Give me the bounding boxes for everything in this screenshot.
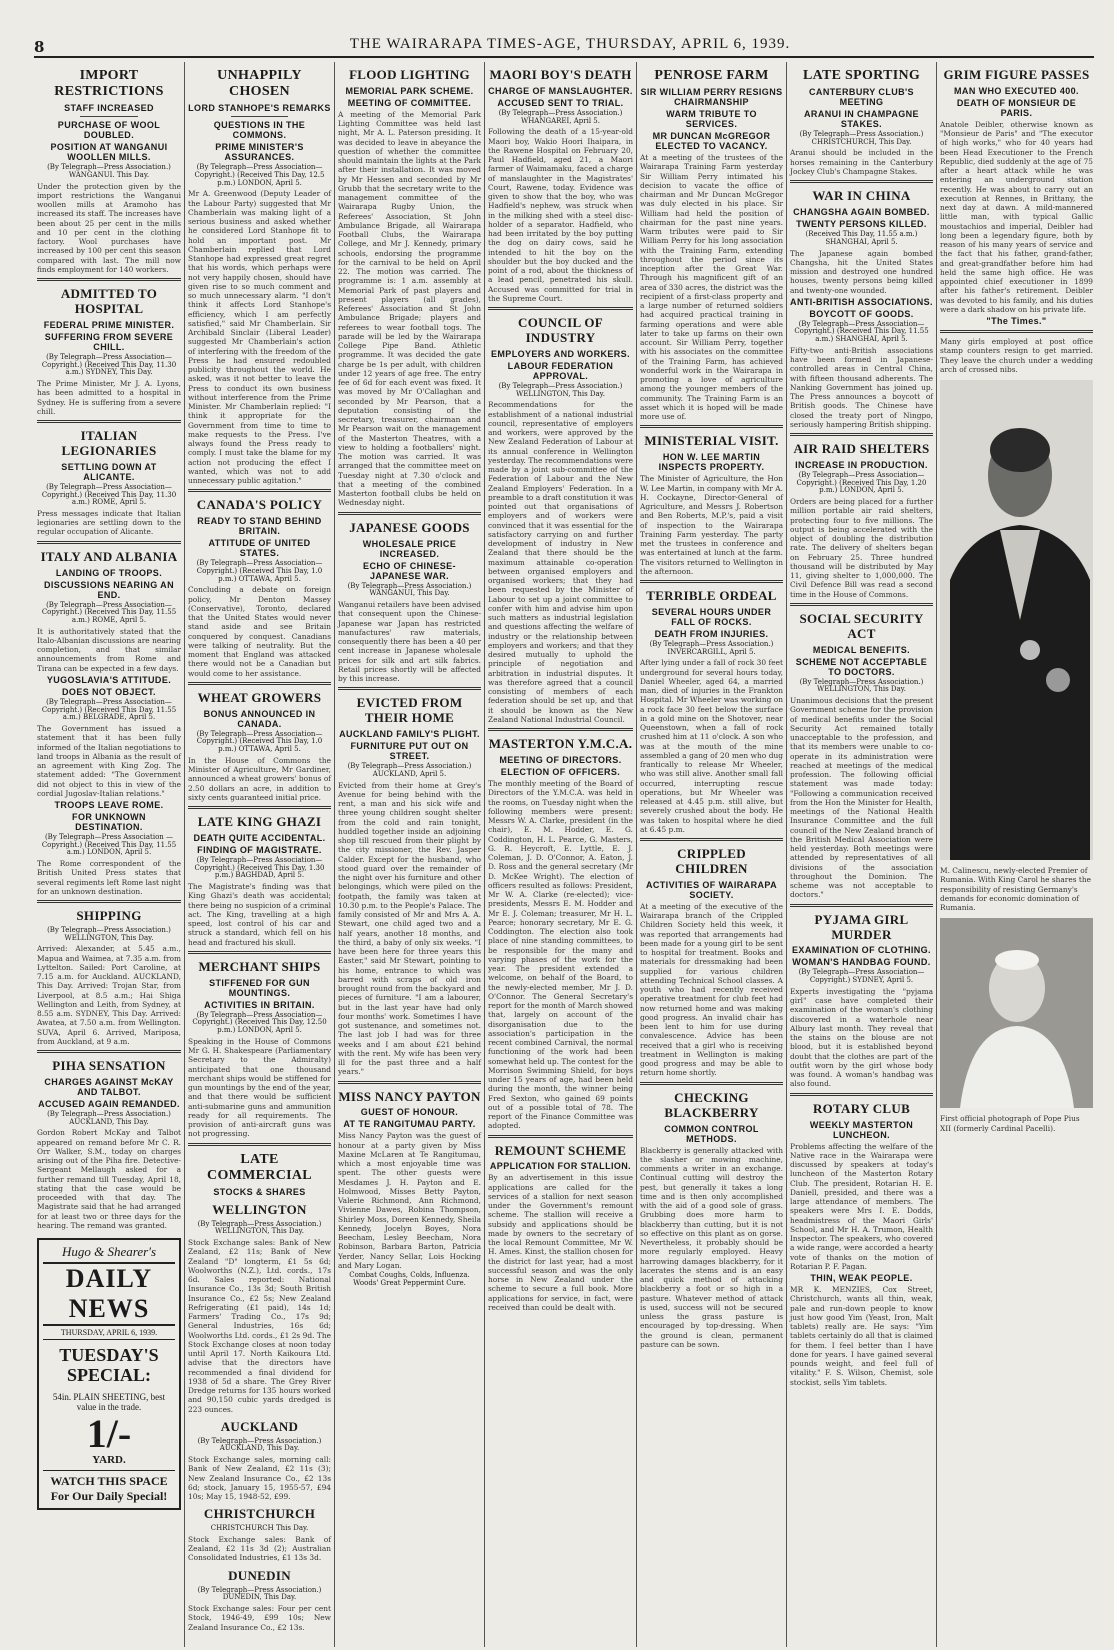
subhead: DEATH OF MONSIEUR DE PARIS.	[956, 97, 1077, 118]
subhead: ACTIVITIES OF WAIRARAPA SOCIETY.	[645, 879, 778, 900]
subhead: TROOPS LEAVE ROME.	[54, 800, 164, 810]
article-text: After lying under a fall of rock 30 feet underground for several hours today, Daniel Wheeler, aged 64, a married man, died of injuries in the Frankton Hospital. Mr Wheeler was working on a rock face 30 feet below the surface in a gold mine on the Shotover, near Queenstown, when a fall of rock crushed him at 11 o'clock. A son who was at the mouth of the mine assembled a gang of 20 men who dug frantically to release Mr Wheeler, who was still alive. Another small fall occurred, interrupting rescue operations, but Mr Wheeler was released at 4.45 p.m. still alive, but severely crushed about the body. He was taken to hospital where he died at 6.45 p.m.	[640, 658, 783, 834]
masthead	[0, 0, 1114, 60]
headline: CANADA'S POLICY	[196, 497, 323, 513]
subhead: CHARGES AGAINST McKAY AND TALBOT.	[44, 1077, 174, 1098]
divider	[338, 687, 481, 690]
headline: LATE COMMERCIAL	[207, 1151, 312, 1183]
credit-line: (By Telegraph—Press Association.) AUCKLAND, April 5.	[347, 762, 472, 778]
newspaper-title: THE WAIRARAPA TIMES-AGE, THURSDAY, APRIL 6, 1939.	[349, 36, 791, 52]
headline: IMPORT RESTRICTIONS	[54, 68, 164, 100]
subhead: MEETING OF COMMITTEE.	[347, 97, 472, 108]
credit-line: (By Telegraph—Press Association.) WANGANUI. This Day.	[47, 163, 171, 179]
pope-illustration	[940, 918, 1093, 1108]
headline: GRIM FIGURE PASSES	[943, 67, 1090, 82]
credit-line: (By Telegraph—Press Association—Copyright.) (Received This Day, 1.30 p.m.) BAGHDAD, April 5.	[194, 855, 325, 880]
article-text: Evicted from their home at Grey's Avenue for being behind with the rent, a man and his sick wife and three young children sought shelter from the cold and rain tonight, huddled together inside an adjoining shop till rescued from their plight by the city missioner, the Rev. Jasper Calder. Except for the husband, who stood guard over the remainder of the night over his furniture and other belongings, which were piled on the footpath, the family was taken at 10.30 p.m. to the People's Palace. The family consisted of Mr and Mrs A. A. Stewart, one child aged two and a half years, another 18 months, and the third, a baby of only six weeks. "I have been here for three years this Easter," said Mr Stewart, pointing to his home, entrance to which was barred with scraps of old iron brought round from the backyard and pieces of furniture. "I am a labourer, but in the last year have had only four months' work. Sometimes I have got sustenance, and sometimes not. The last job I had was for three weeks and I am about £21 behind with the rent. My wife has been very ill for the past three and a half years."	[338, 780, 481, 1077]
column-2	[184, 62, 334, 1647]
subhead: FOR UNKNOWN DESTINATION.	[72, 812, 146, 832]
subhead: ECHO OF CHINESE-JAPANESE WAR.	[363, 560, 456, 581]
subhead: THIN, WEAK PEOPLE.	[810, 1273, 913, 1284]
credit-line: (By Telegraph—Press Association.) INVERCARGILL, April 5.	[649, 639, 774, 656]
divider	[188, 682, 331, 685]
divider	[338, 512, 481, 515]
subhead: ARANUI IN CHAMPAGNE STAKES.	[804, 109, 919, 130]
subhead: STIFFENED FOR GUN MOUNTINGS.	[209, 977, 310, 998]
divider	[188, 951, 331, 954]
ad-item: 54in. PLAIN SHEETING, best value in the trade.	[52, 1391, 166, 1412]
credit-line: (By Telegraph—Press Association—Copyright.) (Received This Day, 11.30 a.m.) ROME, April 5.	[41, 482, 177, 507]
divider	[790, 1093, 933, 1096]
headline: AIR RAID SHELTERS	[793, 441, 930, 457]
credit-line: (By Telegraph—Press Association—Copyright.) (Received This Day, 12.50 p.m.) LONDON, April 5.	[192, 1010, 327, 1035]
divider	[188, 806, 331, 809]
masthead-rule	[34, 56, 1094, 58]
divider	[640, 1082, 783, 1085]
article-text: Stock Exchange sales: Bank of Zealand, £2 11s 3d (2); Australian Consolidated Industries, £1 13s 3d.	[188, 1534, 331, 1563]
credit-line: (By Telegraph—Press Association—Copyright.) (Received This Day, 1.20 p.m.) LONDON, April 5.	[796, 471, 927, 495]
subhead: MEDICAL BENEFITS.	[812, 644, 911, 655]
subhead: MAN WHO EXECUTED 400.	[954, 85, 1079, 96]
column-3	[334, 62, 484, 1647]
divider	[37, 1050, 181, 1053]
article-text: The Government has issued a statement that it has been fully informed of the Italian negotiations to land troops in Albania as the result of an agreement with King Zog. The statement added: "The Government did not object to this in view of the cordial Jugoslav-Italian relations."	[37, 724, 181, 798]
ad-price: 1/-	[86, 1410, 132, 1456]
credit-line: (By Telegraph—Press Association —Copyright.) (Received This Day, 11.55 a.m.) LONDON, April 5.	[41, 833, 177, 857]
subhead: POSITION AT WANGANUI WOOLLEN MILLS.	[50, 142, 168, 163]
subhead: READY TO STAND BEHIND BRITAIN.	[197, 516, 322, 537]
ad-unit: YARD.	[92, 1453, 126, 1466]
headline: MAORI BOY'S DEATH	[489, 67, 632, 82]
subhead: LORD STANHOPE'S REMARKS	[188, 103, 331, 114]
article-text: The Magistrate's finding was that King Ghazi's death was accidental; there being no suspicion of a criminal act. The King, travelling at a high speed, lost control of his car and struck a standard, which fell on his head and fractured his skull.	[188, 882, 331, 947]
divider	[188, 1143, 331, 1146]
article-text: Experts investigating the "pyjama girl" case have completed their examination of the woman's clothing discovered in a waterhole near Albury last month. They reveal that the stains on the blouse are not blood, but it is established beyond doubt that the clothes are part of the outfit worn by the girl whose body was found. A woman's handbag was also found.	[790, 986, 933, 1089]
divider	[231, 116, 288, 117]
article-text: The Prime Minister, Mr J. A. Lyons, has been admitted to a hospital in Sydney. He is suffering from a severe chill.	[37, 379, 181, 416]
article-text: Mr A. Greenwood (Deputy Leader of the Labour Party) suggested that Mr Chamberlain was making light of a serious business and asked whether he considered Lord Stanhope fit to hold an important post. Mr Chamberlain replied that Lord Stanhope had expressed great regret that his words, which perhaps were not very happily chosen, should have given rise to so much comment and so much unnecessary alarm. "I don't think it affects Lord Stanhope's efficiency, which I am perfectly satisfied," said Mr Chamberlain. Sir Archibald Sinclair (Liberal Leader) suggested Mr Chamberlain's action of interfering with the freedom of the Press he had ensured redoubled publicity throughout the world. He asked, was it not better to leave the Press to conduct its own business without interference from the Prime Minister. Mr Chamberlain replied: "I think it appropriate for the Government from time to time to make requests to the Press. I've always found the Press ready to comply. I must take the blame for my action not producing the effect I wanted, which was not to add unnecessary public agitation."	[188, 189, 331, 485]
article-text: It is authoritatively stated that the Italo-Albanian discussions are nearing completion, and that similar announcements from Rome and Tirana can be expected in a few days.	[37, 626, 181, 673]
divider	[488, 1135, 633, 1138]
article-text: Press messages indicate that Italian legionaries are settling down to the regular occupation of Alicante.	[37, 508, 181, 537]
headline: REMOUNT SCHEME	[494, 1142, 627, 1158]
headline: ITALIAN LEGIONARIES	[61, 428, 157, 458]
credit-line: (By Telegraph—Press Association—Copyright.) SYDNEY, April 5.	[798, 968, 925, 985]
headline: SOCIAL SECURITY ACT	[799, 610, 924, 641]
credit-line: CHRISTCHURCH This Day.	[210, 1524, 309, 1533]
subhead: PRIME MINISTER'S ASSURANCES.	[215, 142, 304, 163]
divider	[790, 180, 933, 183]
subhead: GUEST OF HONOUR.	[360, 1107, 459, 1118]
headline: FLOOD LIGHTING	[349, 67, 470, 82]
column-4	[484, 62, 636, 1647]
divider	[640, 838, 783, 841]
subhead: AT TE RANGITUMAU PARTY.	[343, 1119, 476, 1130]
subhead: STAFF INCREASED	[64, 103, 154, 114]
divider	[790, 603, 933, 606]
subhead: EXAMINATION OF CLOTHING.	[792, 945, 931, 956]
subhead: ELECTION OF OFFICERS.	[500, 767, 621, 777]
article-text: Anatole Deibler, otherwise known as "Monsieur de Paris" and "The executor of high works," who for 40 years had been Head Executioner to the French Republic, died suddenly at the age of 75 after a heart attack while he was entering an underground station recently. He was about to carry out an execution at Rennes, in Brittany, the next day at dawn. A mild-mannered little man, with typical Gallic moustachios and imperial, Deibler had long been a legendary figure, both by reason of his many years of service and the fact that his father, grand-father, and great-grandfather before him had held the same high office. He was appointed chief executioner in 1899 after his father's retirement. Deibler was devoted to his family, and his duties were a dark shadow on his private life.	[940, 119, 1093, 314]
ad-watch: WATCH THIS SPACE For Our Daily Special!	[43, 1470, 175, 1504]
credit-line: (Received This Day, 11.55 a.m.) SHANGHAI, April 5.	[805, 230, 918, 246]
credit-line: (By Telegraph—Press Association—Copyright.) (Received This Day, 11.55 a.m.) BELGRADE, April 5.	[41, 697, 177, 722]
subhead: EMPLOYERS AND WORKERS.	[491, 348, 630, 359]
subhead: BONUS ANNOUNCED IN CANADA.	[203, 708, 316, 729]
divider	[488, 307, 633, 310]
ad-brand: Hugo & Shearer's	[61, 1244, 156, 1260]
divider	[37, 420, 181, 423]
credit-line: (By Telegraph—Press Association.) DUNEDIN, This Day.	[197, 1585, 322, 1602]
subhead: CHANGSHA AGAIN BOMBED.	[793, 207, 930, 218]
headline: ADMITTED TO HOSPITAL	[60, 286, 158, 316]
headline: PENROSE FARM	[654, 68, 769, 83]
divider	[940, 330, 1093, 333]
article-text: Orders are being placed for a further million portable air raid shelters, protecting four to five millions. The output is being accelerated with the object of doubling the distribution rate. The delivery of shelters began on February 25. Three hundred thousand will be distributed by May 11, giving shelter to 1,000,000. The Civil Defence Bill was read a second time in the House of Commons.	[790, 497, 933, 599]
headline: ITALY AND ALBANIA	[40, 548, 178, 564]
credit-line: (By Telegraph—Press Association—Copyright.) (Received This Day, 11.55 a.m.) ROME, April 5.	[41, 600, 177, 624]
subhead: DEATH QUITE ACCIDENTAL.	[193, 832, 326, 843]
ad-title: DAILY NEWS	[43, 1262, 175, 1326]
headline: LATE SPORTING	[802, 68, 921, 83]
subhead: ATTITUDE OF UNITED STATES.	[208, 538, 311, 559]
article-text: A meeting of the Memorial Park Lighting Committee was held last night, Mr A. L. Paterson presiding. It was decided to leave in abeyance the question of whether the committee should maintain the lights at the Park after their installation. It was moved by Mr Hessen and seconded by Mr Grubb that the secretary write to the management committee of the Wairarapa Rugby Union, the Referees' Association, St John Ambulance Brigade, all Wairarapa Football Clubs, the Wairarapa College, and Mr J. Kennedy, primary schools, endorsing the programme for the carnival to be held on April 22. The motion was carried. The programme is: 1 a.m. assembly at Memorial Park of past players and present players (all grades), Referees' Association and St John Ambulance Brigade; players and referees to wear football togs. The parade will be led by the Wairarapa College Pipe Band. Athletic programme. It was decided the gate charge be 1s per adult, with children under 12 years of age free. The entry fee of 6d for each event was fixed. It was moved by Mr O'Callaghan and seconded by Mr Pearson, that a deputation consisting of the secretary, treasurer, chairman and Mr Pearson wait on the management of the Masterton Theatres, with a view to holding a footballers' night. The motion was carried. It was arranged that the committee meet on Tuesday night at 7.30 o'clock and that a meeting of the combined Masterton football clubs be held on Wednesday night.	[338, 109, 481, 508]
headline: EVICTED FROM THEIR HOME	[356, 695, 463, 726]
credit-line: (By Telegraph—Press Association.) WELLINGTON, This Day.	[799, 677, 924, 694]
photo-caption: First official photograph of Pope Pius XII (formerly Cardinal Pacelli).	[940, 1114, 1080, 1133]
article-text: Blackberry is generally attacked with the slasher or mowing machine, comments a writer in an exchange. Continual cutting will destroy the pest, but generally it takes a long time and is then only accomplished with the aid of a good sole of grass. Grubbing does more harm to blackberry than cutting, but it is not so effective on this plant as on gorse. Nevertheless, it probably should be more regularly employed. Heavy harrowing damages blackberry, for it lacerates the stems and is an easy and quick method of attacking blackberry a foot or so high in a pasture. Whatever method of attack is used, success will not be secured unless the grass pasture is encouraged by top-dressing. When the ground is clean, permanent pasture can be sown.	[640, 1145, 783, 1349]
headline: JAPANESE GOODS	[349, 519, 470, 535]
subhead: QUESTIONS IN THE COMMONS.	[213, 120, 306, 141]
subhead: FURNITURE PUT OUT ON STREET.	[350, 741, 469, 762]
page-number: 8	[34, 38, 45, 56]
subhead: TWENTY PERSONS KILLED.	[796, 219, 927, 230]
headline: SHIPPING	[76, 908, 142, 924]
headline: WAR IN CHINA	[812, 188, 911, 204]
subhead: STOCKS & SHARES	[213, 1186, 306, 1197]
article-text: Under the protection given by the import restrictions the Wanganui woollen mills at Aramoho has increased its staff. The increases have been about 25 per cent in the mills and 10 per cent in the clothing factory. Wool purchases have increased by 100 per cent this season compared with last. The mill now finds employment for 140 workers.	[37, 181, 181, 274]
headline: MISS NANCY PAYTON	[338, 1088, 481, 1104]
portrait-photo	[940, 380, 1093, 860]
article-text: Stock Exchange sales: Bank of New Zealand, £2 11s; Bank of New Zealand "D" longterm, £1 5s 6d; Woolworths (N.Z.), Ltd. cords., 17s 6d. Sales reported: National Insurance Co., 13s 3d; South British Insurance Co., £2 5s; New Zealand Refrigerating (£1 paid), 14s 1d; Farmers' Trading Co., 17s 9d; General Industries, 16s 6d; Woolworths Ltd. cords., £1 2s 9d. The Stock Exchange closes at noon today until April 17. North Kaikoura Ltd. advise that the directors have recommended a final dividend for 1938 of 5d a share. The Grey River Dredge returns for 135 hours worked and 90,150 cubic yards dredged is 223 ounces.	[188, 1238, 331, 1414]
subhead: SIR WILLIAM PERRY RESIGNS CHAIRMANSHIP	[640, 87, 783, 108]
subhead: SUFFERING FROM SEVERE CHILL.	[44, 331, 174, 352]
headline: CHECKING BLACKBERRY	[664, 1089, 759, 1120]
article-text: In the House of Commons the Minister of Agriculture, Mr Gardiner, announced a wheat growers' bonus of 2.50 dollars an acre, in addition to sixty cents guaranteed initial price.	[188, 755, 331, 802]
credit-line: (By Telegraph—Press Association.) WELLINGTON, This Day.	[498, 381, 623, 398]
subhead: WOMAN'S HANDBAG FOUND.	[792, 957, 931, 968]
subhead: DEATH FROM INJURIES.	[654, 628, 769, 639]
article-text: Many girls employed at post office stamp counters resign to get married. They leave the church under a wedding arch of crossed nibs.	[940, 337, 1093, 374]
headline: MERCHANT SHIPS	[198, 958, 321, 974]
subhead: ACCUSED AGAIN REMANDED.	[38, 1099, 180, 1110]
columns	[34, 62, 1100, 1647]
attribution: "The Times."	[986, 316, 1047, 327]
headline: MASTERTON Y.M.C.A.	[488, 736, 633, 752]
divider	[80, 116, 138, 117]
ad-special: TUESDAY'S SPECIAL:	[59, 1345, 159, 1385]
credit-line: (By Telegraph—Press Association.) AUCKLAND, This Day.	[47, 1110, 171, 1126]
article-text: Recommendations for the establishment of a national industrial council, representative of employers and workers, were approved by the New Zealand Federation of Labour at its annual conference in Wellington yesterday. The recommendations were made by a joint sub-committee of the Federation of Labour and the New Zealand Employers' Federation. In a preamble to a draft constitution it was pointed out that organisations of employers and of workers were convinced that it was essential for the satisfactory carrying on and further development of industry in New Zealand that there should be the maximum attainable co-operation between organised employers and organised workers; that they had been requested by the Minister of Labour to set up a joint committee to confer with him and advise him upon such matters as industrial legislation and questions affecting the welfare of industry or the relationship between employers and workers; and that they desired mutually to uphold the principle of negotiation and arbitration in industrial disputes. It was therefore agreed that a council consisting of members of each federation should be set up, and that it should be known as the New Zealand National Industrial Council.	[488, 400, 633, 724]
article-text: Concluding a debate on foreign policy, Mr Denton Massey (Conservative), Toronto, declared that the United States would never stand aside and see Britain conquered by conquest. Canadians were talking of neutrality. But the moment that England was attacked there would not be a Canadian but would come to her assistance.	[188, 585, 331, 678]
article-text: MR K. MENZIES, Cox Street, Christchurch, wants all thin, weak, pale and run-down people to know just how good Yim (Yeast, Iron, Malt tablets) really are. He says: "Yim tablets certainly do all that is claimed for them. I feel better than I have done for years. I have gained several pounds weight, and feel full of vitality." F. S. Wilson, Chemist, sole stockist, sells Yim tablets.	[790, 1285, 933, 1387]
headline: MINISTERIAL VISIT.	[644, 433, 779, 449]
article-text: Gordon Robert McKay and Talbot appeared on remand before Mr C. R. Orr Walker, S.M., today on charges arising out of the Piha fire. Detective-Sergeant Mellaugh asked for a further remand till Tuesday, April 18, stating that the case would be proceeded with that day. The Magistrate said that he had arranged for at least two or three days for the hearing. The remand was granted.	[37, 1128, 181, 1230]
subhead: LANDING OF TROOPS.	[55, 567, 163, 578]
divider	[640, 580, 783, 583]
subhead: BOYCOTT OF GOODS.	[809, 308, 914, 319]
article-text: Miss Nancy Payton was the guest of honour at a party given by Miss Maxine McLaren at Te Rangitumau, which a most enjoyable time was spent. The other guests were Mesdames J. H. Payton and E. Holmwood, Misses Betty Payton, Valerie Richmond, Ann Richmond, Vivienne Dawes, Robina Thompson, Shirley Moss, Doreen Kennedy, Sheila Kennedy, Jocelyn Boyes, Nora Beecham, Lesley Beecham, Nora Robinson, Barbara Barton, Patricia Yerder, Nancy Sellar, Lois Hocking and Mary Logan.	[338, 1131, 481, 1270]
advertisement-daily-news	[37, 1238, 181, 1510]
subhead: MEMORIAL PARK SCHEME.	[345, 85, 474, 96]
headline: PYJAMA GIRL MURDER	[814, 911, 909, 942]
credit-line: (By Telegraph—Press Association—Copyright.) (Received This Day, 1.0 p.m.) OTTAWA, April 5.	[196, 559, 323, 583]
credit-line: (By Telegraph—Press Association.) AUCKLAND, This Day.	[197, 1436, 322, 1453]
article-text: The Minister of Agriculture, the Hon W. Lee Martin, in company with Mr A. H. Cockayne, Director-General of Agriculture, and Messrs J. Robertson and Ben Roberts, M.P.'s, paid a visit of inspection to the Wairarapa Training Farm yesterday. The party met the trustees in conference and was entertained at lunch at the farm. The visitors returned to Wellington in the afternoon.	[640, 474, 783, 576]
subhead: YUGOSLAVIA'S ATTITUDE.	[46, 674, 172, 685]
ad-date: THURSDAY, APRIL 6, 1939.	[43, 1328, 175, 1340]
city-heading: CHRISTCHURCH	[203, 1506, 316, 1522]
subhead: WHOLESALE PRICE INCREASED.	[362, 538, 457, 559]
divider	[338, 1081, 481, 1084]
article-text: Wanganui retailers have been advised that consequent upon the Chinese-Japanese war Japan has restricted manufactures' raw materials, consequently there has been a 40 per cent increase in Japanese wholesale prices for silk and art silk fabrics. Retail prices shortly will be affected by this increase.	[338, 600, 481, 683]
credit-line: (By Telegraph—Press Association—Copyright.) (Received This Day, 12.5 p.m.) LONDON, April 5.	[194, 163, 325, 187]
divider	[790, 904, 933, 907]
subhead: COMMON CONTROL METHODS.	[664, 1123, 759, 1144]
subhead: ANTI-BRITISH ASSOCIATIONS.	[790, 296, 933, 307]
subhead: MEETING OF DIRECTORS.	[499, 755, 622, 765]
headline: UNHAPPILY CHOSEN	[217, 68, 302, 100]
city-heading: DUNEDIN	[228, 1567, 291, 1583]
article-text: The Rome correspondent of the British United Press states that several regiments left Rome last night for an unknown destination.	[37, 859, 181, 896]
headline: CRIPPLED CHILDREN	[675, 846, 748, 877]
credit-line: (By Telegraph—Press Association.) WELLINGTON, This Day.	[197, 1219, 322, 1236]
credit-line: (By Telegraph—Press Association.) CHRISTCHURCH, This Day.	[799, 130, 924, 146]
headline: WHEAT GROWERS	[197, 689, 322, 705]
divider	[640, 425, 783, 428]
subhead: WEEKLY MASTERTON LUNCHEON.	[809, 1119, 914, 1140]
article-text: The Japanese again bombed Changsha, hit the United States mission and destroyed one hundred houses, twenty persons being killed and twenty-one wounded.	[790, 248, 933, 295]
article-text: Arrived: Alexander, at 5.45 a.m., Mapua and Waimea, at 7.35 a.m. from Lyttelton. Sailed: Port Caroline, at 7.15 a.m. for Auckland. AUCKLAND, This Day. Arrived: Trojan Star, from Liverpool, at 8.5 a.m.; Hai Shiga Wellington and Leith, from Sydney, at 8.55 a.m. SYDNEY, This Day. Arrived: Awatea, at 7.50 a.m. from Wellington. SUVA, April 6. Arrived, Mariposa, from Auckland, at 9 a.m.	[37, 944, 181, 1046]
credit-line: (By Telegraph—Press Association.) WHANGAREI, April 5.	[498, 108, 623, 125]
subhead: WARM TRIBUTE TO SERVICES.	[666, 109, 757, 130]
article-text: The monthly meeting of the Board of Directors of the Y.M.C.A. was held in the rooms, on Tuesday night when the following members were present: Messrs W. A. Clarke, president (in the chair), E. M. Hodder, E. G. Coddington, H. L. Pearce, G. Masters, G. R. Heycroft, E. Lyttle, E. J. Coleman, J. D. O'Connor, A. Eaton, J. D. Ross and the general secretary (Mr D. McKee Wright). The election of officers resulted as follows: President, Mr W. A. Clarke (re-elected); vice-presidents, Messrs E. M. Hodder and Mr E. J. Coleman; treasurer, Mr H. L. Pearce; honorary secretary, Mr E. G. Coddington. The election also took place of nine standing committees, to be responsible for the many and varying phases of the work for the year. The president extended a welcome, on behalf of the Board, to the newly-elected member, Mr J. D. O'Connor. The General Secretary's report for the month of March showed that, largely on account of the disorganisation due to the association's participation in the recent combined Carnival, the normal functioning of the work had been somewhat held up. The contest for the Morrison Swimming Shield, for boys under 15 years of age, had been held during the month, the winner being Fred Sexton, who gained 69 points out of a possible total of 78. The report of the Finance Committee was adopted.	[488, 779, 633, 1131]
footer-ad: Combat Coughs, Colds, Influenza. Woods' Great Peppermint Cure.	[349, 1271, 470, 1287]
headline: TERRIBLE ORDEAL	[646, 588, 777, 604]
subhead: SETTLING DOWN AT ALICANTE.	[61, 461, 157, 482]
subhead: MR DUNCAN McGREGOR ELECTED TO VACANCY.	[652, 131, 771, 152]
credit-line: (By Telegraph—Press Association.) WELLINGTON, This Day.	[47, 926, 171, 942]
article-text: At a meeting of the trustees of the Wairarapa Training Farm yesterday Sir William Perry intimated his decision to vacate the office of chairman and Mr Duncan McGregor was duly elected in his place. Sir William had held the position of chairman for the past nine years. Warm tributes were paid to Sir William Perry for his long association with the Training Farm, extending throughout the period since its inception after the Great War. Through his magnificent gift of an area of 330 acres, the district was the recipient of a first-class property and a large number of returned soldiers had acquired practical training in farming operations and were able later to take up farms on their own account. Sir William Perry, together with his associates on the committee of the Training Farm, has achieved wonderful work in the Wairarapa in promoting a love of agriculture among the younger members of the community. The Training Farm is an asset which it is hoped will be made more use of.	[640, 153, 783, 422]
subhead: APPLICATION FOR STALLION.	[489, 1161, 632, 1172]
subhead: PURCHASE OF WOOL DOUBLED.	[57, 120, 161, 141]
subhead: SEVERAL HOURS UNDER FALL OF ROCKS.	[651, 606, 772, 627]
subhead: CHARGE OF MANSLAUGHTER.	[488, 85, 633, 96]
subhead: FINDING OF MAGISTRATE.	[197, 844, 322, 855]
divider	[37, 900, 181, 903]
divider	[37, 278, 181, 281]
divider	[188, 489, 331, 492]
column-6	[786, 62, 936, 1647]
subhead: SCHEME NOT ACCEPTABLE TO DOCTORS.	[795, 656, 928, 677]
headline: ROTARY CLUB	[812, 1100, 911, 1116]
city-heading: WELLINGTON	[212, 1201, 307, 1217]
article-text: Speaking in the House of Commons Mr G. H. Shakespeare (Parliamentary Secretary to the Admiralty) anticipated that one thousand merchant ships would be stiffened for gun mountings by the end of the year, and that there would be sufficient anti-submarine guns and ammunition ready for all requirements. The provision of anti-aircraft guns was not progressing.	[188, 1036, 331, 1139]
divider	[790, 433, 933, 436]
credit-line: (By Telegraph—Press Association—Copyright.) (Received This Day, 11.30 a.m.) SYDNEY, This Day.	[41, 352, 177, 377]
subhead: DOES NOT OBJECT.	[62, 686, 156, 697]
article-text: Following the death of a 15-year-old Maori boy, Wakio Hoori Ihaipara, in the Rawene Hospital on February 20, Paul Hadfield, aged 21, a Maori farmer of Waimamaku, faced a charge of manslaughter in the Magistrates' Court, Rawene, today. Evidence was given to show that the boy, who was Hadfield's nephew, was struck when in the milking shed with a steel disc-holder of a separator. Hadfield, who had been irritated by the boy putting the dog on dairy cows, said he intended to hit the boy on the shoulder but the boy ducked and the point of a rod, about the thickness of a lead pencil, penetrated his skull. Accused was committed for trial in the Supreme Court.	[488, 127, 633, 303]
article-text: Unanimous decisions that the present Government scheme for the provision of medical benefits under the Social Security Act remained totally unacceptable to the profession, and that its members were unable to co-operate in its administration were reached at meetings of the medical profession. The following official statement was made today: "Following a communication received from the Hon the Minister for Health, meetings of the National Health Insurance Committee and the full council of the New Zealand branch of the British Medical Association were held yesterday. Both meetings were attended by representatives of all divisions of the association throughout the Dominion. The scheme was not acceptable to doctors."	[790, 696, 933, 900]
subhead: CANTERBURY CLUB'S MEETING	[809, 87, 914, 108]
article-text: At a meeting of the executive of the Wairarapa branch of the Crippled Children Society held this week, it was reported that arrangements had been made for a young girl to be sent to hospital for treatment. Books and materials for dressmaking had been supplied for various children attending Technical School classes. A youth who had recently received operative treatment for club feet had now returned home and was making good progress. An invalid chair has been lent to him for use during convalescence. Advice has been received that a girl who is receiving treatment in Wellington is making good progress and may be able to return home shortly.	[640, 901, 783, 1078]
headline: LATE KING GHAZI	[197, 814, 322, 829]
pope-photo	[940, 918, 1093, 1108]
headline: COUNCIL OF INDUSTRY	[518, 315, 603, 345]
credit-line: (By Telegraph—Press Association—Copyright.) (Received This Day, 1.0 p.m.) OTTAWA, April 5.	[196, 729, 323, 754]
headline: PIHA SENSATION	[52, 1058, 166, 1074]
portrait-illustration	[940, 380, 1093, 860]
divider	[488, 728, 633, 731]
article-text: By an advertisement in this issue applications are called for the services of a stallion for next season under the Government's remount scheme. The stallion will receive a subsidy and applications should be made by owners to the secretary of the local Remount Committee, Mr W. H. Ames. Kinst, the stallion chosen for the district for last year, had a most successful season and was the only horse in New Zealand under the scheme to secure a full book. More applications for service, in fact, were received than could be dealt with.	[488, 1173, 633, 1312]
photo-caption: M. Calinescu, newly-elected Premier of Rumania. With King Carol he shares the responsibility of resisting Germany's demands for economic domination of Rumania.	[940, 866, 1091, 913]
subhead: INCREASE IN PRODUCTION.	[795, 460, 928, 471]
column-5	[636, 62, 786, 1647]
article-text: Aranui should be included in the horses remaining in the Canterbury Jockey Club's Champagne Stakes.	[790, 148, 933, 176]
article-text: Fifty-two anti-British associations have been formed in Japanese-controlled areas in Central China, with fifteen thousand adherents. The Nanking Government has joined up. The Press announces a boycott of British goods. The Chinese have closed the treaty port of Ningpo, seriously hampering British shipping.	[790, 345, 933, 429]
subhead: DISCUSSIONS NEARING AN END.	[44, 579, 174, 600]
article-text: Problems affecting the welfare of the Native race in the Wairarapa were discussed by speakers at today's luncheon of the Masterton Rotary Club. The president, Rotarian H. E. Daniell, presided, and there was a large attendance of members. The speakers were Mrs I. E. Dodds, headmistress of the Maori Girls' School, and Mr H. A. Trumon, Health Inspector. The speakers, who covered a wide range, were accorded a hearty vote of thanks on the motion of Rotarian P. F. Pagan.	[790, 1141, 933, 1271]
article-text: Stock Exchange sales: Four per cent Stock, 1946-49, £99 10s; New Zealand Insurance Co., £2 13s.	[188, 1604, 331, 1632]
credit-line: (By Telegraph—Press Association.) WANGANUI, This Day.	[347, 581, 472, 598]
subhead: ACCUSED SENT TO TRIAL.	[497, 97, 624, 108]
subhead: ACTIVITIES IN BRITAIN.	[204, 999, 315, 1010]
subhead: LABOUR FEDERATION APPROVAL.	[507, 360, 614, 381]
subhead: AUCKLAND FAMILY'S PLIGHT.	[339, 729, 480, 740]
column-1	[34, 62, 184, 1647]
city-heading: AUCKLAND	[220, 1418, 299, 1434]
article-text: Stock Exchange sales, morning call: Bank of New Zealand, £2 11s (3); New Zealand Insurance Co., £2 13s 6d; stock, January 15, 1955-57, £94 10s; May 15, 1948-52, £99.	[188, 1455, 331, 1502]
divider	[37, 541, 181, 544]
credit-line: (By Telegraph—Press Association—Copyright.) (Received This Day, 11.55 a.m.) SHANGHAI, April 5.	[794, 319, 929, 344]
column-7	[936, 62, 1096, 1647]
subhead: FEDERAL PRIME MINISTER.	[43, 319, 175, 330]
subhead: HON W. LEE MARTIN INSPECTS PROPERTY.	[658, 452, 765, 473]
